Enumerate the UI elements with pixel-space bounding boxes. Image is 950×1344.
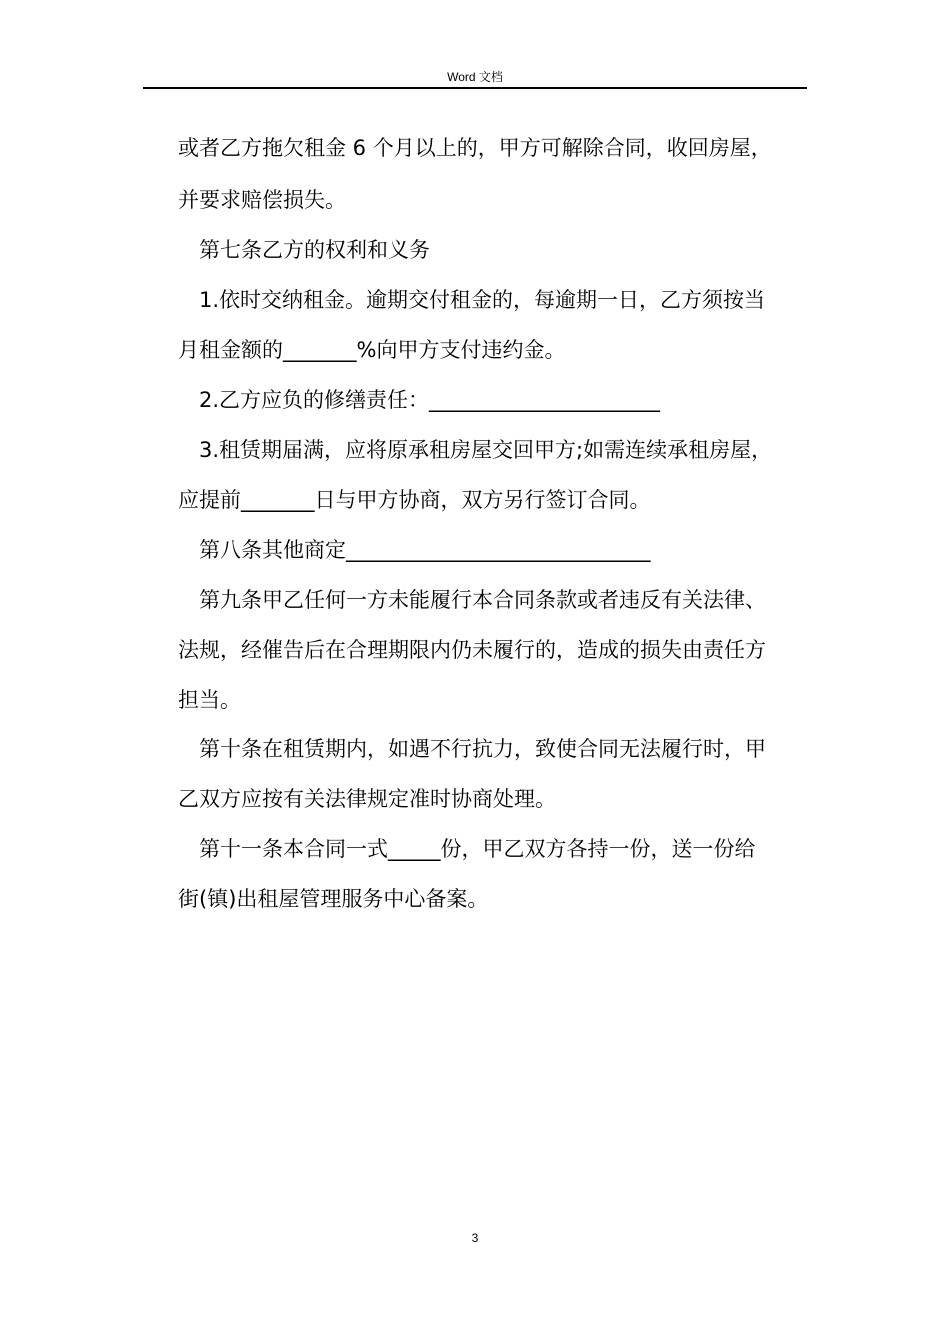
paragraph-line: 应提前_______日与甲方协商，双方另行签订合同。 [178,488,651,512]
header-title: Word 文档 [447,70,503,84]
paragraph-line: 乙双方应按有关法律规定准时协商处理。 [178,787,556,811]
paragraph-line: 担当。 [178,688,241,712]
paragraph-line: 第十一条本合同一式_____份，甲乙双方各持一份，送一份给 [199,837,756,861]
paragraph-line: 并要求赔偿损失。 [178,188,346,212]
paragraph-line: 月租金额的_______%向甲方支付违约金。 [178,338,566,362]
page-number: 3 [471,1231,479,1245]
paragraph-line: 1.依时交纳租金。逾期交付租金的，每逾期一日，乙方须按当 [199,288,766,312]
header-divider [143,87,807,89]
paragraph-line: 第十条在租赁期内，如遇不行抗力，致使合同无法履行时，甲 [199,737,766,761]
paragraph-line: 3.租赁期届满，应将原承租房屋交回甲方;如需连续承租房屋， [199,438,773,462]
article-heading: 第七条乙方的权利和义务 [199,238,430,262]
paragraph-line: 第九条甲乙任何一方未能履行本合同条款或者违反有关法律、 [199,588,766,612]
paragraph-line: 法规，经催告后在合理期限内仍未履行的，造成的损失由责任方 [178,638,766,662]
paragraph-line: 2.乙方应负的修缮责任：______________________ [199,388,661,412]
article-heading: 第八条其他商定_____________________________ [199,538,651,562]
paragraph-line: 街(镇)出租屋管理服务中心备案。 [178,887,489,911]
paragraph-line: 或者乙方拖欠租金 6 个月以上的，甲方可解除合同，收回房屋， [178,136,772,160]
